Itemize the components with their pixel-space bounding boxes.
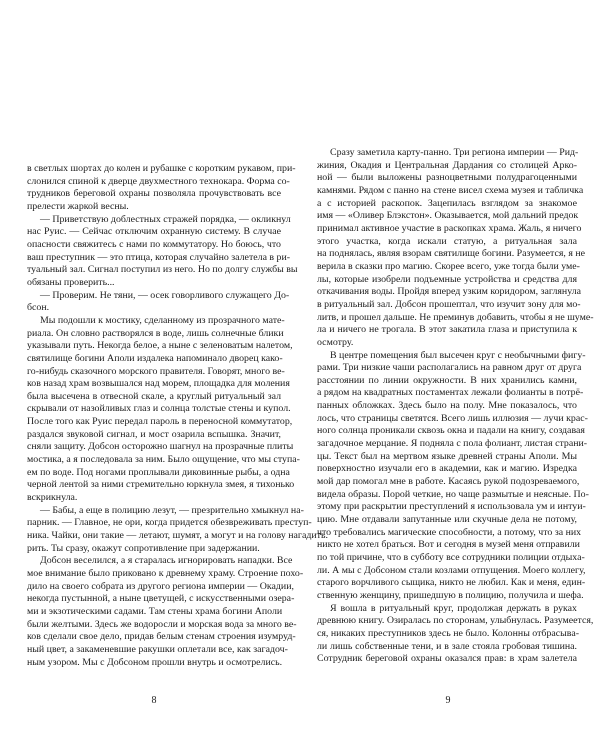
- text-line: го-нибудь сказочного морского правителя. Говорят, много ве-: [27, 365, 285, 377]
- text-line: ла и ничего не трогала. В этот закатила глаза и приступила к: [317, 324, 577, 336]
- text-line: поверхностно изучали его в академии, как и магию. Изредка: [317, 463, 577, 475]
- text-line: мостика, а я последовала за ним. Было ощущение, что мы ступа-: [27, 454, 300, 466]
- text-line: этому при раскрытии преступлений я использовала ум и интуи-: [317, 501, 586, 513]
- text-line: После того как Руис передал пароль в переносной коммутатор,: [27, 416, 293, 428]
- text-line: мое внимание было приковано к древнему храму. Строение похо-: [27, 568, 304, 579]
- text-line: расстоянии по линии окружности. В них хранились камни,: [317, 374, 577, 386]
- text-line: старого ворчливого сыщика, никто не любил. Как и меня, един-: [317, 577, 586, 589]
- page-right-text: [317, 147, 594, 666]
- text-line: опасности свяжитесь с нами по коммутатору. Но боюсь, что: [27, 238, 281, 250]
- text-line: видела образы. Порой четкие, но чаще размытые и неясные. По-: [317, 488, 589, 500]
- text-line: Мы подошли к мостику, сделанному из прозрачного мате-: [40, 314, 285, 326]
- text-line: вскрикнула.: [27, 492, 78, 504]
- text-line: ваш преступник — это птица, которая случайно залетела в ри-: [27, 251, 291, 263]
- text-line: — Проверим. Не тяни, — осек говорливого служащего До-: [40, 289, 290, 301]
- text-line: ной — были выложены разноцветными полудрагоценными: [317, 172, 577, 184]
- text-line: никто не хотел браться. Вот и сегодня в музей меня отправили: [317, 539, 580, 551]
- text-line: ли. А мы с Добсоном стали козлами отпущения. Моего коллегу,: [317, 564, 586, 576]
- text-line: верила в сказки про магию. Скорее всего, уже тогда были уме-: [317, 260, 580, 272]
- text-line: прелести жаркой весны.: [27, 200, 129, 212]
- text-line: туальный зал. Сигнал поступил из него. Но по долгу службы вы: [27, 264, 298, 276]
- text-line: принимал активное участие в раскопках храма. Жаль, я ничего: [317, 222, 582, 234]
- text-line: камнями. Рядом с панно на стене висел схема музея и табличка: [317, 184, 584, 196]
- text-line: этого участка, когда искали статую, а ритуальная зала: [317, 235, 577, 247]
- text-line: ми и экзотическими садами. Там стены храма богини Аполи: [27, 605, 283, 617]
- text-line: осмотру.: [317, 336, 354, 348]
- text-line: скрывали от назойливых глаз и солнца толстые стены и купол.: [27, 403, 291, 415]
- text-line: бсон.: [27, 302, 50, 314]
- text-line: ем по воде. Под ногами проплывали диковинные рыбы, а одна: [27, 466, 290, 478]
- text-line: некогда пустынной, а ныне цветущей, с искусственными озера-: [27, 593, 295, 605]
- text-line: — Бабы, а еще в полицию лезут, — презрительно хмыкнул на-: [40, 504, 304, 516]
- text-line: а рядом на квадратных постаментах лежали фолианты в потрё-: [317, 387, 584, 399]
- text-line: раздался звуковой сигнал, и мост озарила вспышка. Значит,: [27, 428, 281, 440]
- text-line: слонился спиной к дверце двухместного технокара. Форма со-: [27, 175, 290, 187]
- text-line: Добсон веселился, а я старалась игнорировать нападки. Все: [40, 555, 293, 567]
- text-line: ника. Чайки, они такие — летают, шумят, а могут и на голову нагадить.: [27, 530, 328, 542]
- page-number-right: 9: [445, 695, 451, 706]
- text-line: была высечена в отвесной скале, а круглый ритуальный зал: [27, 390, 281, 402]
- text-line: ся, никаких преступников здесь не было. Колонны отбрасыва-: [317, 627, 579, 639]
- text-line: ным узором. Мы с Добсоном прошли внутрь и осмотрелись.: [27, 656, 283, 668]
- text-line: рами. Три низкие чаши располагались на равном друг от друга: [317, 362, 582, 374]
- text-line: обязаны проверить...: [27, 276, 115, 288]
- text-line: указывали путь. Некогда белое, а ныне с зеленоватым налетом,: [27, 340, 293, 352]
- text-line: ли лишь собственные тени, и в зале стояла гробовая тишина.: [317, 640, 577, 652]
- text-line: в ритуальный зал. Добсон прошептал, что изучит зону для мо-: [317, 298, 581, 310]
- text-line: жиния, Окадия и Центральная Дардания со столицей Арко-: [317, 159, 577, 171]
- text-line: были желтыми. Здесь же водоросли и морская вода за много ве-: [27, 618, 297, 630]
- text-line: дило на своего собрата из другого региона империи — Окадии,: [27, 580, 294, 592]
- text-line: В центре помещения был высечен круг с необычными фигу-: [330, 349, 586, 361]
- text-line: мой дар помогал мне в работе. Касаясь рукой подозреваемого,: [317, 476, 580, 488]
- text-line: а с историей раскопок. Зацепилась взглядом за знакомое: [317, 197, 577, 209]
- text-line: в светлых шортах до колен и рубашке с коротким рукавом, при-: [27, 163, 296, 174]
- page-number-left: 8: [151, 695, 157, 706]
- text-line: древнюю книгу. Озиралась по сторонам, улыбнулась. Разумеется,: [317, 615, 594, 627]
- text-line: ного солнца проникали сквозь окна и падали на книгу, создавая: [317, 425, 585, 437]
- text-line: лы, которые изобрели подъемные устройства и средства для: [317, 273, 577, 285]
- text-line: сняли защиту. Добсон осторожно шагнул на прозрачные плиты: [27, 441, 294, 453]
- text-line: загадочное мерцание. Я подняла с пола фолиант, листая страни-: [317, 438, 588, 450]
- text-line: риала. Он словно растворялся в воде, лишь солнечные блики: [27, 327, 284, 339]
- text-line: панных обложках. Здесь было на полу. Мне показалось, что: [317, 400, 577, 412]
- text-line: святилище богини Аполи издалека напоминало дворец како-: [27, 352, 283, 364]
- text-line: ный цвет, а закаменевшие ракушки оплетали все, как загадоч-: [27, 643, 288, 655]
- text-line: цию. Мне отдавали запутанные или скучные дела не потому,: [317, 514, 577, 526]
- page-left-text: [27, 163, 328, 669]
- text-line: Сотрудник береговой охраны оказался прав: в храм залетела: [317, 653, 577, 665]
- text-line: по той причине, что в субботу все сотрудники полиции отдыха-: [317, 552, 585, 563]
- text-line: рить. Ты сразу, окажут сопротивление при задержании.: [27, 542, 260, 554]
- text-line: парник. — Главное, не ори, когда придется обезвреживать преступ-: [27, 517, 312, 529]
- text-line: лось, что страницы светятся. Всего лишь иллюзия — лучи крас-: [317, 412, 588, 424]
- page-right: [300, 0, 600, 750]
- text-line: что требовались магические способности, а потому, что за них: [317, 526, 582, 538]
- text-line: ков назад храм возвышался над морем, площадка для моления: [27, 378, 290, 390]
- text-line: на поднялась, являя взорам святилище богини. Разумеется, я не: [317, 248, 585, 260]
- text-line: имя — «Оливер Блэкстон». Оказывается, мой дальний предок: [317, 210, 579, 222]
- text-line: нас Руис. — Сейчас отключим охранную систему. В случае: [27, 226, 281, 238]
- text-line: трудников береговой охраны позволяла прочувствовать все: [27, 188, 281, 200]
- text-line: цы. Текст был на мертвом языке древней страны Аполи. Мы: [317, 450, 577, 462]
- text-line: Сразу заметила карту-панно. Три региона империи — Рид-: [330, 147, 579, 158]
- text-line: откачивания воды. Пройдя вперед узким коридором, заглянула: [317, 286, 582, 298]
- text-line: ков сделали свое дело, придав белым стенам строения изумруд-: [27, 631, 296, 643]
- text-line: литв, и прошел дальше. Не преминув добавить, чтобы я не шуме-: [317, 311, 594, 323]
- text-line: черной лентой за ними стремительно юркнула змея, я тихонько: [27, 479, 295, 491]
- text-line: Я вошла в ритуальный круг, продолжая держать в руках: [330, 602, 577, 614]
- text-line: — Приветствую доблестных стражей порядка, — окликнул: [40, 213, 291, 225]
- text-line: ственную женщину, пришедшую в полицию, получила и шефа.: [317, 589, 584, 601]
